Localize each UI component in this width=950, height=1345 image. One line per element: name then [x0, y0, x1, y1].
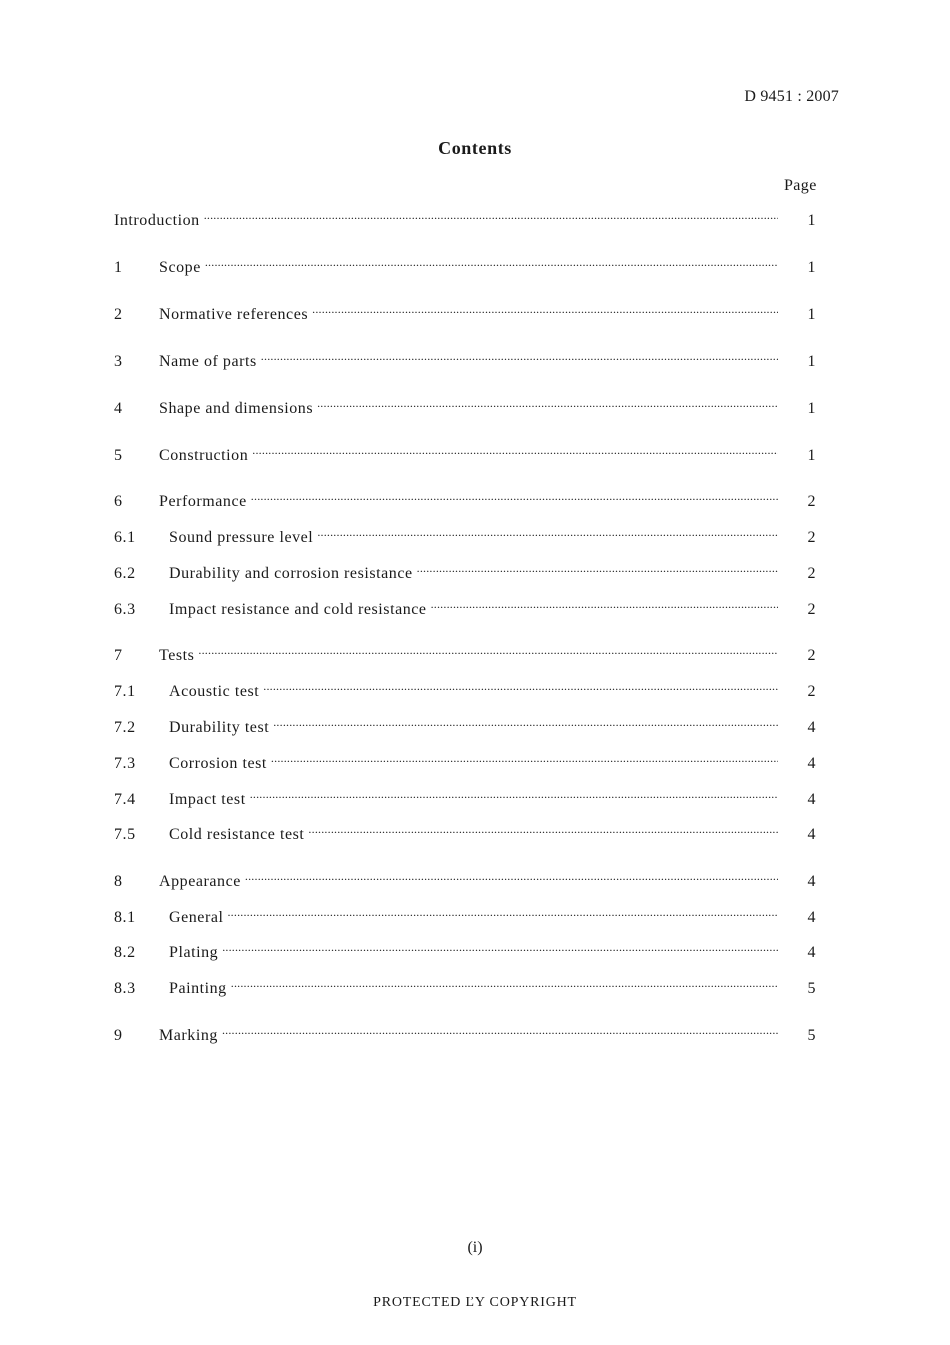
dot-leader [198, 642, 778, 660]
toc-entry-label: General [169, 909, 224, 926]
toc-entry-number: 5 [114, 447, 123, 464]
toc-entry-label: Marking [159, 1027, 218, 1044]
toc-entry-page: 1 [807, 400, 816, 417]
toc-entry-number: 7.4 [114, 791, 136, 808]
toc-entry-durability-and-corrosion-resistance[interactable] [114, 560, 826, 582]
toc-entry-number: 2 [114, 306, 123, 323]
toc-entry-corrosion-test[interactable] [114, 750, 826, 772]
toc-entry-number: 9 [114, 1027, 123, 1044]
toc-entry-number: 4 [114, 400, 123, 417]
toc-entry-shape-and-dimensions[interactable] [114, 395, 826, 417]
toc-entry-page: 4 [807, 719, 816, 736]
toc-entry-label: Acoustic test [169, 683, 260, 700]
dot-leader [252, 442, 778, 460]
toc-entry-name-of-parts[interactable] [114, 348, 826, 370]
toc-entry-number: 7.1 [114, 683, 136, 700]
toc-entry-label: Scope [159, 259, 201, 276]
toc-entry-scope[interactable] [114, 254, 826, 276]
toc-entry-page: 1 [807, 353, 816, 370]
dot-leader [227, 904, 778, 922]
toc-entry-label: Durability and corrosion resistance [169, 565, 413, 582]
toc-entry-page: 2 [807, 565, 816, 582]
toc-entry-label: Tests [159, 647, 195, 664]
toc-entry-page: 2 [807, 647, 816, 664]
toc-entry-page: 2 [807, 493, 816, 510]
toc-entry-page: 1 [807, 259, 816, 276]
toc-entry-number: 1 [114, 259, 123, 276]
toc-entry-appearance[interactable] [114, 868, 826, 890]
toc-entry-label: Durability test [169, 719, 270, 736]
dot-leader [271, 750, 778, 768]
toc-entry-number: 6.2 [114, 565, 136, 582]
toc-entry-label: Sound pressure level [169, 529, 314, 546]
toc-entry-number: 6.1 [114, 529, 136, 546]
toc-entry-number: 8 [114, 873, 123, 890]
toc-entry-number: 8.1 [114, 909, 136, 926]
document-id: D 9451 : 2007 [744, 88, 839, 105]
toc-entry-construction[interactable] [114, 442, 826, 464]
toc-entry-label: Normative references [159, 306, 309, 323]
toc-entry-page: 2 [807, 529, 816, 546]
toc-entry-number: 3 [114, 353, 123, 370]
toc-entry-number: 7.2 [114, 719, 136, 736]
toc-entry-number: 8.2 [114, 944, 136, 961]
toc-entry-impact-test[interactable] [114, 786, 826, 808]
toc-entry-general[interactable] [114, 904, 826, 926]
toc-entry-page: 2 [807, 601, 816, 618]
toc-entry-plating[interactable] [114, 939, 826, 961]
toc-entry-durability-test[interactable] [114, 714, 826, 736]
toc-entry-label: Appearance [159, 873, 241, 890]
toc-entry-cold-resistance-test[interactable] [114, 821, 826, 843]
toc-entry-page: 2 [807, 683, 816, 700]
dot-leader [251, 488, 778, 506]
toc-entry-number: 8.3 [114, 980, 136, 997]
toc-entry-label: Introduction [114, 212, 200, 229]
toc-entry-introduction[interactable] [114, 207, 826, 229]
footer-page-number: (i) [467, 1239, 483, 1256]
dot-leader [245, 868, 778, 886]
dot-leader [205, 254, 778, 272]
dot-leader [231, 975, 778, 993]
toc-entry-number: 6 [114, 493, 123, 510]
toc-entry-impact-and-cold-resistance[interactable] [114, 596, 826, 618]
toc-entry-number: 7.5 [114, 826, 136, 843]
toc-entry-page: 5 [807, 980, 816, 997]
toc-entry-page: 4 [807, 909, 816, 926]
toc-entry-label: Impact resistance and cold resistance [169, 601, 427, 618]
toc-entry-number: 7 [114, 647, 123, 664]
toc-entry-painting[interactable] [114, 975, 826, 997]
toc-entry-normative-references[interactable] [114, 301, 826, 323]
page-title: Contents [438, 138, 512, 158]
toc-entry-page: 1 [807, 306, 816, 323]
toc-entry-page: 4 [807, 791, 816, 808]
toc-entry-acoustic-test[interactable] [114, 678, 826, 700]
toc-entry-label: Performance [159, 493, 247, 510]
toc-entry-page: 4 [807, 944, 816, 961]
dot-leader [263, 678, 778, 696]
page-column-label: Page [784, 177, 817, 194]
toc-entry-marking[interactable] [114, 1022, 826, 1044]
toc-entry-label: Name of parts [159, 353, 257, 370]
dot-leader [222, 939, 778, 957]
toc-entry-page: 4 [807, 873, 816, 890]
toc-entry-sound-pressure-level[interactable] [114, 524, 826, 546]
toc-entry-label: Painting [169, 980, 227, 997]
dot-leader [222, 1022, 778, 1040]
dot-leader [261, 348, 778, 366]
dot-leader [308, 821, 778, 839]
toc-entry-performance[interactable] [114, 488, 826, 510]
toc-entry-number: 7.3 [114, 755, 136, 772]
toc-entry-label: Impact test [169, 791, 246, 808]
toc-entry-page: 4 [807, 826, 816, 843]
toc-entry-page: 1 [807, 212, 816, 229]
dot-leader [317, 395, 778, 413]
toc-entry-page: 1 [807, 447, 816, 464]
dot-leader [317, 524, 778, 542]
toc-entry-label: Cold resistance test [169, 826, 305, 843]
copyright-notice: PROTECTED ĽY COPYRIGHT [373, 1295, 577, 1310]
toc-entry-page: 5 [807, 1027, 816, 1044]
toc-entry-label: Plating [169, 944, 219, 961]
toc-entry-label: Shape and dimensions [159, 400, 314, 417]
toc-entry-label: Construction [159, 447, 249, 464]
dot-leader [204, 207, 778, 225]
toc-entry-number: 6.3 [114, 601, 136, 618]
dot-leader [250, 786, 778, 804]
dot-leader [431, 596, 778, 614]
toc-entry-page: 4 [807, 755, 816, 772]
dot-leader [312, 301, 778, 319]
dot-leader [417, 560, 778, 578]
toc-entry-tests[interactable] [114, 642, 826, 664]
toc-entry-label: Corrosion test [169, 755, 267, 772]
dot-leader [273, 714, 778, 732]
